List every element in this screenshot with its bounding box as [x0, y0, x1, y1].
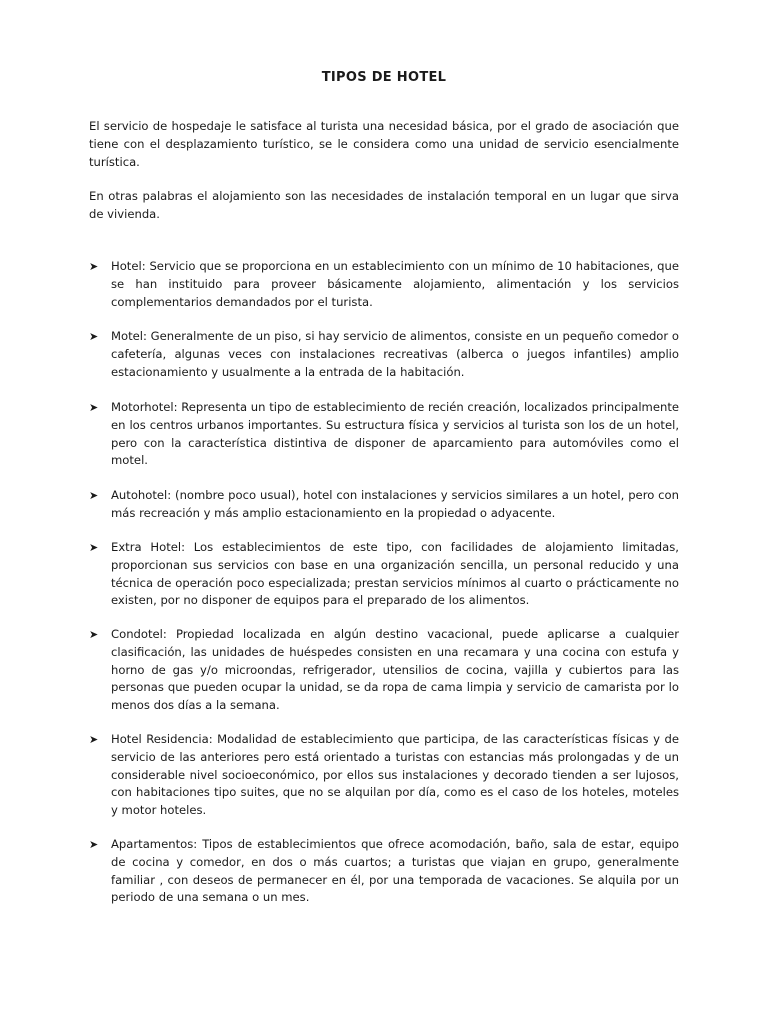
intro-paragraph-1: El servicio de hospedaje le satisface al turista una necesidad básica, por el grado de asociación que tiene con el desplazamiento turístico, se le considera como una unidad de servicio esencialmente turística.	[89, 119, 679, 169]
arrow-bullet-icon: ➤	[89, 541, 99, 554]
arrow-bullet-icon: ➤	[89, 838, 99, 851]
list-item-text: Extra Hotel: Los establecimientos de este tipo, con facilidades de alojamiento limitadas, proporcionan sus servicios con base en una organización sencilla, un personal reducido y una técnica de operación poco especializada; prestan servicios mínimos al cuarto o prácticamente no existen, por no disponer de equipos para el preparado de los alimentos.	[111, 540, 679, 608]
list-item-text: Apartamentos: Tipos de establecimientos que ofrece acomodación, baño, sala de estar, equipo de cocina y comedor, en dos o más cuartos; a turistas que viajan en grupo, generalmente familiar , con deseos de permanecer en él, por una temporada de vacaciones. Se alquila por un periodo de una semana o un mes.	[111, 837, 679, 905]
list-item-text: Condotel: Propiedad localizada en algún destino vacacional, puede aplicarse a cualquier clasificación, las unidades de huéspedes consisten en una recamara y una cocina con estufa y horno de gas y/o microondas, refrigerador, utensilios de cocina, vajilla y cubiertos para las personas que pueden ocupar la unidad, se da ropa de cama limpia y servicio de camarista por lo menos dos días a la semana.	[111, 627, 679, 713]
list-item-text: Autohotel: (nombre poco usual), hotel con instalaciones y servicios similares a un hotel, pero con más recreación y más amplio estacionamiento en la propiedad o adyacente.	[111, 488, 679, 520]
page-title: TIPOS DE HOTEL	[321, 70, 447, 85]
arrow-bullet-icon: ➤	[89, 733, 99, 746]
list-item-text: Motorhotel: Representa un tipo de establecimiento de recién creación, localizados principalmente en los centros urbanos importantes. Su estructura física y servicios al turista son los de un hotel, pero con la característica distintiva de disponer de aparcamiento para automóviles como el motel.	[111, 400, 679, 468]
arrow-bullet-icon: ➤	[89, 260, 99, 273]
arrow-bullet-icon: ➤	[89, 628, 99, 641]
list-item-text: Hotel: Servicio que se proporciona en un establecimiento con un mínimo de 10 habitaciones, que se han instituido para proveer básicamente alojamiento, alimentación y los servicios complementarios demandados por el turista.	[111, 259, 679, 309]
list-item-text: Hotel Residencia: Modalidad de establecimiento que participa, de las características físicas y de servicio de las anteriores pero está orientado a turistas con estancias más prolongadas y de un considerable nivel socioeconómico, por ellos sus instalaciones y decorado tienden a ser lujosos, con habitaciones tipo suites, que no se alquilan por día, como es el caso de los hoteles, moteles y motor hoteles.	[111, 732, 679, 818]
list-item-text: Motel: Generalmente de un piso, si hay servicio de alimentos, consiste en un pequeño comedor o cafetería, algunas veces con instalaciones recreativas (alberca o juegos infantiles) amplio estacionamiento y usualmente a la entrada de la habitación.	[111, 329, 679, 379]
arrow-bullet-icon: ➤	[89, 330, 99, 343]
arrow-bullet-icon: ➤	[89, 489, 99, 502]
intro-paragraph-2: En otras palabras el alojamiento son las necesidades de instalación temporal en un lugar que sirva de vivienda.	[89, 189, 679, 221]
arrow-bullet-icon: ➤	[89, 401, 99, 414]
